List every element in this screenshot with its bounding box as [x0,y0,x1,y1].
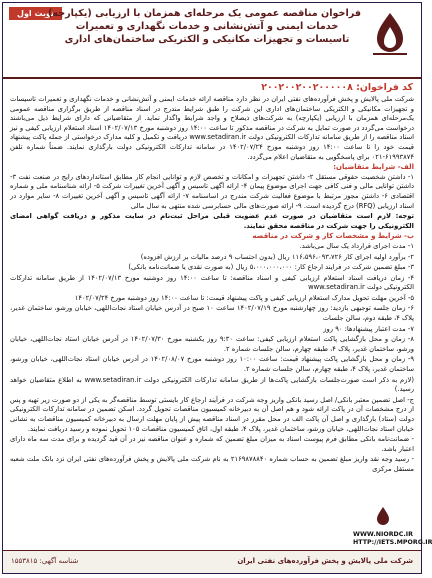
intro-paragraph: شرکت ملی پالایش و پخش فرآورده‌های نفتی ایران در نظر دارد مناقصه ارائه خدمات ایمنی و آتش‌نشانی و خدمات نگهداری و تعمیرات تاسیسات و تجهیزات مکانیکی و الکتریکی ساختمان‌های اداری این شرکت را طبق شرایط مندرج در اسناد مناقصه از طریق برگزاری مناقصه عمومی یک‌مرحله‌ای همزمان با ارزیابی (یکپارچه) به شرکت‌های ذیصلاح و واجد شرایط واگذار نماید. از متقاضیانی که دارای شرایط ذیل می‌باشند درخواست می‌گردد در صورت تمایل به شرکت در مناقصه مذکور تا ساعت ۱۴:۰۰ روز دوشنبه مورخ ۱۴۰۲/۰۷/۱۳ اسناد استعلام ارزیابی کیفی و نیز اسناد مناقصه را از طریق سامانه تدارکات الکترونیکی دولت www.setadiran.ir دریافت و تکمیل و کلیه مدارک درخواستی از جمله پاکت پیشنهاد قیمت خود را تا ساعت ۱۴:۰۰ روز دوشنبه مورخ ۱۴۰۲/۰۷/۲۴ در سامانه تدارکات الکترونیکی دولت بارگذاری نمایند. ضمناً شماره تلفن ۶۱۹۹۳۸۷۴-۰۲۱ برای پاسخگویی به متقاضیان اعلام می‌گردد. [10,95,414,161]
tender-code-row [3,82,413,93]
section-a-heading: الف- شرایط متقاضیان: [333,163,414,172]
section-b-item: ۸- زمان و محل بازگشایی پاکت استعلام ارزیابی کیفی: ساعت ۹:۳۰ روز یکشنبه مورخ ۱۴۰۲/۰۷/۳۰ در آدرس خیابان استاد نجات‌اللهی، خیابان ورشو، ساختمان غدیر، پلاک ۴، طبقه چهارم، سالن جلسات شماره ۲. [10,335,414,353]
website-2: HTTP://IETS.MPORG.IR [353,539,432,546]
title-line-3: تاسیسات و تجهیزات مکانیکی و الکتریکی ساختمان‌های اداری [64,34,350,45]
section-b-item: ۷- مدت اعتبار پیشنهادها: ۹۰ روز [323,324,414,333]
section-c-item: ج- اصل تضمین معتبر بانکی/ اصل رسید بانکی واریز وجه شرکت در فرآیند ارجاع کار بایستی توسط مناقصه‌گر به یکی از دو صورت زیر تهیه و پس از درج مشخصات آن در پاکت ارائه شود و هم اصل آن به دبیرخانه کمیسیون مناقصات تحویل گردد. اسکن تضمین در سامانه تدارکات الکترونیکی دولت (ستاد) بارگذاری و اصل آن پاکت الف در محل مقرر در اسناد مناقصه پیش از پایان مهلت ارسال به دبیرخانه کمیسیون مناقصات به نشانی خیابان استاد نجات‌اللهی، خیابان ورشو، ساختمان غدیر، پلاک ۴، طبقه اول، اتاق کمیسیون مناقصات ۱۰۵ تحویل نموده و رسید دریافت نمایند. [10,395,414,433]
title-line-2: خدمات ایمنی و آتش‌نشانی و خدمات نگهداری و تعمیرات [75,21,339,32]
registration-note: توجه: لازم است متقاضیان در صورت عدم عضویت قبلی مراحل ثبت‌نام در سایت مذکور و دریافت گواهی امضای الکترونیکی را جهت شرکت در مناقصه محقق نمایند. [10,212,414,230]
tender-code-label: کد فراخوان: [356,82,413,93]
section-b-item: ۳- مبلغ تضمین شرکت در فرایند ارجاع کار: ۵،۰۰۰،۰۰۰،۰۰۰ ریال (به صورت نقدی یا ضمانت‌نامه بانکی) [128,263,414,272]
notice-titles [48,7,361,46]
notice-body [3,95,421,475]
footer-company-name: شرکت ملی پالایش و پخش فرآورده‌های نفتی ایران [237,557,413,565]
first-round-badge: نوبت اول [9,7,62,20]
section-b-item: ۱- مدت اجرای قرارداد یک سال می‌باشد. [299,241,414,250]
section-b-item: ۹- زمان و محل بازگشایی پاکت پیشنهاد قیمت: ساعت ۱۰:۰۰ روز دوشنبه مورخ ۱۴۰۲/۰۸/۰۷ در آدرس خیابان استاد نجات‌اللهی، خیابان ورشو، ساختمان غدیر، پلاک ۴، طبقه چهارم، سالن جلسات شماره ۲. [10,355,415,374]
section-b-heading: ب- شرایط و مشخصات کار و شرکت در مناقصه [252,232,414,241]
website-1: WWW.NIORDC.IR [353,531,413,538]
notice-footer [3,550,421,573]
notice-header [3,3,421,79]
footer-notice-id: شناسه آگهی: ۱۵۵۳۸۱۵ [11,557,79,565]
section-c-item: - رسید وجه نقد واریز مبلغ تضمین به حساب شماره ۲۱۶۹۸۷۸۸۴۰ به نام شرکت ملی پالایش و پخش فرآورده‌های نفتی ایران نزد بانک ملت شعبه مستقل مرکزی [10,455,414,473]
small-logo-icon [372,505,394,527]
tender-notice-page [2,2,432,574]
section-b-item: ۴- زمان دریافت اسناد استعلام ارزیابی کیفی و اسناد مناقصه: تا ساعت ۱۴:۰۰ روز دوشنبه مورخ ۱۴۰۲/۰۷/۱۳ از طریق سامانه تدارکات الکترونیکی دولت www.setadiran.ir [10,273,414,292]
tender-code-value: ۲۰۰۲۰۰۲۰۰۲۰۰۰۰۰۸ [261,82,353,93]
section-b-item: (لازم به ذکر است صورت‌جلسات بازگشایی پاکت‌ها از طریق سامانه تدارکات الکترونیکی دولت www.setadiran.ir به اطلاع متقاضیان خواهد رسید.) [10,375,414,394]
company-logo-icon [367,9,413,59]
section-b-item: ۶- زمان جلسه توجیهی بازدید: روز چهارشنبه مورخ ۱۴۰۲/۰۷/۱۹ ساعت ۱۰ صبح در آدرس خیابان استاد نجات‌اللهی، خیابان ورشو، ساختمان غدیر، پلاک ۴، طبقه دوم، سالن جلسات [10,304,414,323]
section-c-item: - ضمانت‌نامه بانکی مطابق فرم پیوست اسناد به میزان مبلغ تضمین که شماره و عنوان مناقصه نیز در آن قید گردیده و برای مدت سه ماه دارای اعتبار باشد. [10,435,414,453]
bottom-logo-block [353,505,432,547]
section-b-item: ۲- برآورد اولیه اجرای کار ۱۱۶،۵۹۶،۰۹۳،۷۲۶ ریال (بدون احتساب ۹ درصد مالیات بر ارزش افزوده) [140,252,414,261]
title-line-1: فراخوان مناقصه عمومی یک مرحله‌ای همزمان با ارزیابی (یکپارچه) [48,8,361,19]
section-a-items: ۱- داشتن شخصیت حقوقی مستقل ۲- داشتن تجهیزات و امکانات و تخصص لازم و توانایی انجام کار مطابق استانداردهای رایج در صنعت نفت ۳- داشتن توانایی مالی و فنی کافی جهت اجرای موضوع پیمان ۴- ارائه آگهی تاسیس و آگهی آخرین تغییرات شرکت ۵- ارائه شناسنامه ملی و شماره اقتصادی ۶- داشتن مجوز مرتبط با موضوع فعالیت شرکت مندرج در اساسنامه ۷- ارائه آگهی تاسیس و آگهی آخرین تغییرات ۸- سایر موارد در اسناد ارزیابی (RFQ) درج گردیده است. ۹- ارائه صورت‌های مالی حسابرسی شده منتهی به سال مالی [10,172,414,210]
section-b-item: ۵- آخرین مهلت تحویل مدارک استعلام ارزیابی کیفی و پاکت پیشنهاد قیمت: تا ساعت ۱۴:۰۰ روز دوشنبه مورخ ۱۴۰۲/۰۷/۲۴ [74,293,414,302]
